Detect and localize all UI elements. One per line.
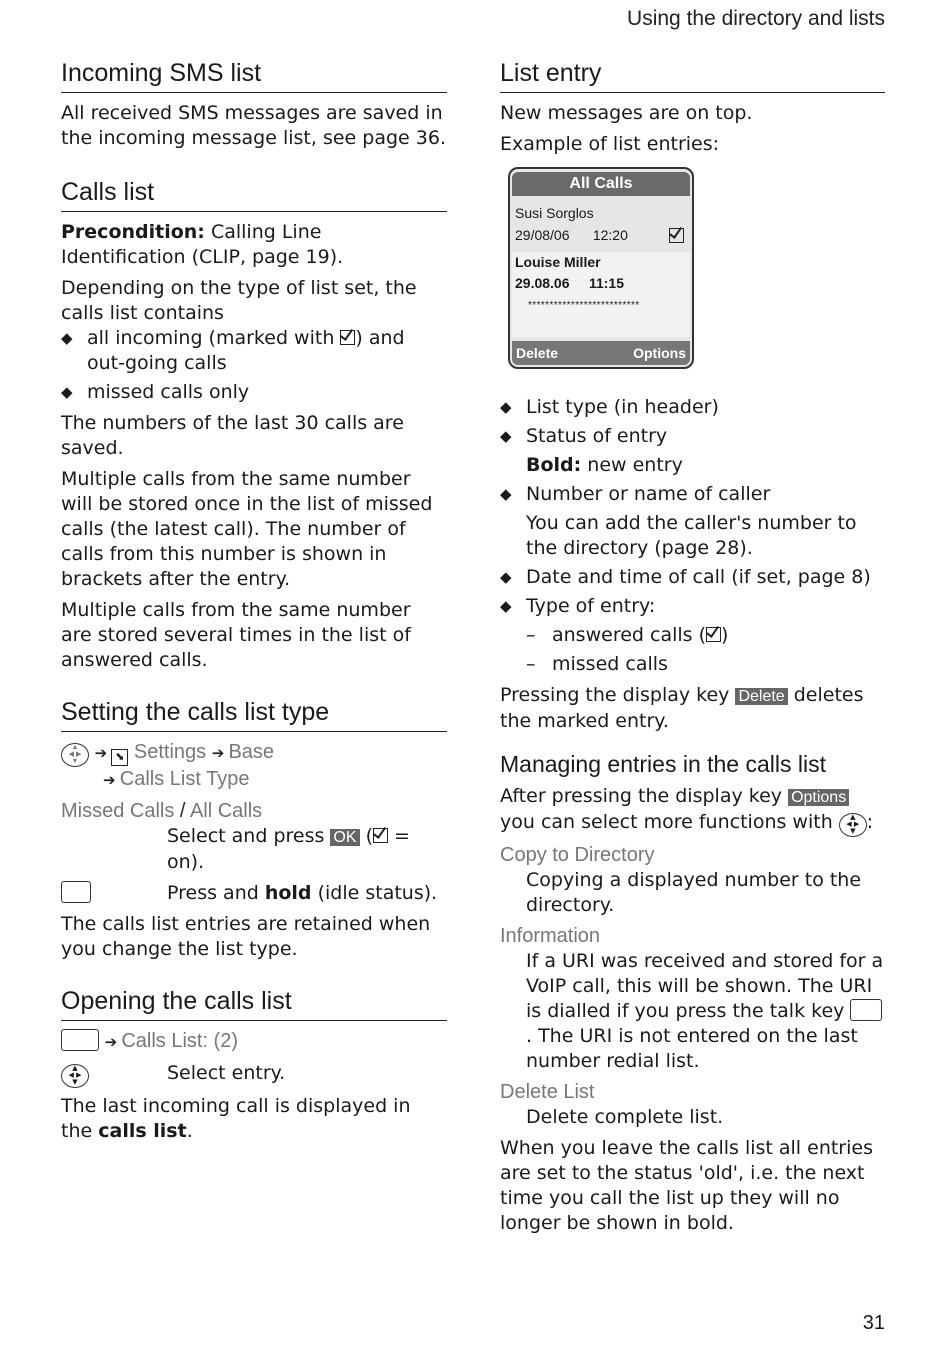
entry1-name: Susi Sorglos: [515, 205, 594, 221]
entry2-datetime: 29.08.06 11:15: [515, 275, 624, 291]
delete-note: Pressing the display key Delete deletes the marked entry.: [500, 684, 864, 732]
bullet-icon: ◆: [61, 329, 73, 347]
bullet-icon: ◆: [500, 568, 512, 586]
delete-softkey[interactable]: Delete: [516, 345, 559, 361]
step-select: Select and press OK ( = on).: [167, 825, 410, 873]
list-item: ◆ missed calls only: [61, 381, 250, 403]
menu-copy-to-directory: Copy to Directory: [500, 844, 655, 866]
list-entry-title: List entry: [500, 58, 885, 93]
opening-menu: ➔ Calls List: (2): [61, 1029, 447, 1055]
opening-step: ▲ ◀ ▶ ▼ Select entry.: [61, 1061, 447, 1088]
menu-path: ▲ ◀ ▶ ▼ ➔ ⬊ Settings ➔ Base: [61, 740, 447, 767]
options-softkey[interactable]: Options: [633, 345, 686, 361]
navigation-key-icon: ▲ ◀ ▶ ▼: [61, 1064, 89, 1088]
running-header: Using the directory and lists: [627, 7, 885, 30]
managing-p1: After pressing the display key Options you can select more functions with ▲ ◀ ▶ ▼ :: [500, 785, 874, 835]
opening-p1: The last incoming call is displayed in the calls list.: [61, 1095, 411, 1142]
delete-list-text: Delete complete list.: [526, 1106, 724, 1128]
checkmark-icon: [373, 828, 388, 843]
calls-list-p1: The numbers of the last 30 calls are saved.: [61, 412, 404, 459]
bullet-icon: ◆: [500, 485, 512, 503]
list-item: ◆ Type of entry:: [500, 595, 656, 617]
bullet-icon: ◆: [500, 398, 512, 416]
ok-key: OK: [330, 829, 359, 846]
display-title: All Calls: [512, 172, 690, 196]
bullet-icon: ◆: [500, 597, 512, 615]
menu-delete-list: Delete List: [500, 1081, 595, 1103]
calls-list-p2: Multiple calls from the same number will be stored once in the list of missed calls (the latest call). The number of calls from this number is shown in brackets after the entry.: [61, 468, 433, 590]
list-item: ◆ Number or name of caller: [500, 483, 771, 505]
message-key-icon: [61, 1029, 99, 1051]
list-entry-p2: Example of list entries:: [500, 133, 720, 155]
copy-to-directory-text: Copying a displayed number to the directory.: [526, 869, 862, 916]
caller-note: You can add the caller's number to the directory (page 28).: [526, 512, 857, 559]
list-item: ◆ all incoming (marked with ) and out-going calls: [61, 327, 405, 374]
delete-key: Delete: [735, 688, 787, 705]
bold-note: Bold: new entry: [526, 454, 683, 476]
entry2-name: Louise Miller: [515, 254, 601, 270]
list-item: ◆ Date and time of call (if set, page 8): [500, 566, 871, 588]
bullet-icon: ◆: [61, 383, 73, 401]
opening-title: Opening the calls list: [61, 986, 447, 1021]
checkmark-icon: [706, 627, 721, 642]
checkmark-icon: [340, 330, 355, 345]
list-item: ◆ Status of entry: [500, 425, 668, 447]
options-key: Options: [788, 789, 849, 806]
incoming-sms-title: Incoming SMS list: [61, 58, 447, 93]
type-options: Missed Calls / All Calls: [61, 800, 263, 822]
left-column: [61, 58, 447, 1144]
end-call-key-icon: [61, 881, 91, 903]
settings-icon: ⬊: [111, 749, 128, 766]
answered-checkmark-icon: [669, 228, 684, 243]
calls-list-intro: Depending on the type of list set, the calls list contains: [61, 277, 417, 324]
managing-title: Managing entries in the calls list: [500, 751, 826, 777]
information-text: If a URI was received and stored for a VoIP call, this will be shown. The URI is dialled if you press the talk key . The URI is not entered on the last number redial list.: [526, 950, 884, 1072]
page-number: 31: [862, 1312, 885, 1334]
display-softkeys: [512, 341, 690, 365]
managing-p2: When you leave the calls list all entries are set to the status 'old', i.e. the next time you call the list up they will no longer be shown in bold.: [500, 1137, 873, 1234]
setting-type-p1: The calls list entries are retained when you change the list type.: [61, 913, 431, 960]
navigation-key-icon: ▲ ◀ ▶ ▼: [61, 743, 89, 767]
list-item: – missed calls: [526, 653, 668, 675]
entry1-datetime: 29/08/06 12:20: [515, 227, 628, 243]
navigation-key-icon: ▲ ◀ ▶ ▼: [839, 813, 867, 837]
list-entry-p1: New messages are on top.: [500, 102, 753, 124]
list-item: – answered calls ( ): [526, 624, 729, 646]
calls-list-title: Calls list: [61, 177, 447, 212]
handset-display: [508, 167, 694, 369]
step-hold: Press and hold (idle status).: [61, 881, 447, 906]
list-item: ◆ List type (in header): [500, 396, 719, 418]
setting-type-title: Setting the calls list type: [61, 697, 447, 732]
incoming-sms-text: All received SMS messages are saved in the incoming message list, see page 36.: [61, 102, 446, 149]
entry-stars: **************************: [528, 300, 640, 311]
talk-key-icon: [850, 999, 882, 1021]
menu-information: Information: [500, 925, 601, 947]
precondition: Precondition: Calling Line Identification (CLIP, page 19).: [61, 221, 344, 268]
right-column: [500, 58, 885, 1236]
bullet-icon: ◆: [500, 427, 512, 445]
calls-list-p3: Multiple calls from the same number are stored several times in the list of answered calls.: [61, 599, 411, 671]
menu-path-cont: ➔ Calls List Type: [103, 768, 250, 790]
